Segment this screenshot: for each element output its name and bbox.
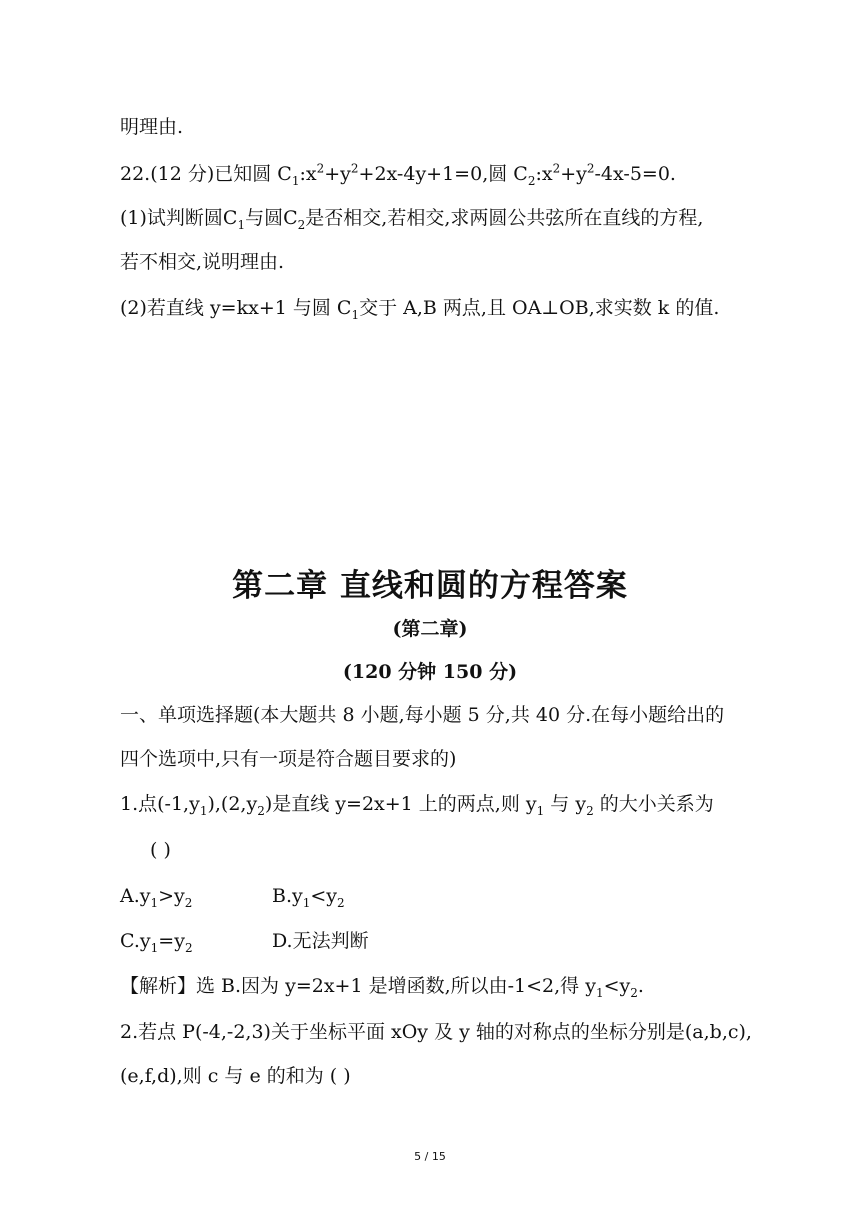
text: 一、单项选择题(本大题共 8 小题,每小题 5 分,共 40 分.在每小题给出的 [120,704,725,726]
chapter-subtitle: (第二章) [392,618,468,640]
option-D: D.无法判断 [272,930,369,952]
text: 明理由. [120,116,184,138]
subscript: 2 [337,895,345,910]
text: 2.若点 P(-4,-2,3)关于坐标平面 xOy 及 y 轴的对称点的坐标分别是(a,b,c), [120,1021,752,1043]
question-22-stem [120,162,676,186]
text: =y [158,930,185,952]
subscript: 2 [297,217,306,232]
text: :x [299,163,317,185]
subscript: 2 [527,173,536,188]
subscript: 1 [302,895,311,910]
section-heading [120,703,724,727]
text: )是直线 y=2x+1 上的两点,则 y [264,793,537,815]
text: 是否相交,若相交,求两圆公共弦所在直线的方程, [305,207,704,229]
section-heading-cont [120,747,456,771]
option-B [272,884,345,908]
subscript: 1 [237,217,246,232]
subscript: 2 [630,985,638,1000]
text: ),(2,y [207,793,258,815]
text: A.y [120,885,151,907]
time-score: (120 分钟 150 分) [342,661,518,683]
text-line [120,115,183,139]
subscript: 1 [351,307,360,322]
question-1-stem [120,792,714,816]
text: :x [535,163,553,185]
subscript: 1 [150,895,159,910]
text: 四个选项中,只有一项是符合题目要求的) [120,748,457,770]
text: 与圆C [245,207,298,229]
question-22-part-1-cont [120,250,284,274]
subscript: 1 [291,173,300,188]
text: +y [560,163,587,185]
superscript: 2 [350,161,359,176]
text: 的大小关系为 [593,793,714,815]
superscript: 2 [316,161,325,176]
text: 22.(12 分)已知圆 C [120,163,292,185]
text: >y [158,885,185,907]
question-2-stem [120,1020,752,1044]
text: . [637,975,644,997]
text: 若不相交,说明理由. [120,251,285,273]
text: 与 y [544,793,587,815]
text: C.y [120,930,151,952]
page-number: 5 / 15 [414,1150,446,1163]
question-22-part-2 [120,296,719,320]
question-2-stem-cont [120,1064,351,1088]
text: (2)若直线 y=kx+1 与圆 C [120,297,352,319]
subscript: 1 [595,985,604,1000]
text: B.y [272,885,303,907]
question-22-part-1 [120,206,703,230]
text: +2x-4y+1=0,圆 C [358,163,528,185]
text: 交于 A,B 两点,且 OA⊥OB,求实数 k 的值. [359,297,720,319]
option-C [120,929,193,953]
subscript: 1 [199,803,208,818]
text: (e,f,d),则 c 与 e 的和为 ( ) [120,1065,351,1087]
text: 【解析】选 B.因为 y=2x+1 是增函数,所以由-1<2,得 y [120,975,596,997]
superscript: 2 [586,161,595,176]
subscript: 2 [184,895,193,910]
subscript: 2 [257,803,265,818]
answer-blank: ( ) [150,839,171,861]
subscript: 1 [536,803,545,818]
text: <y [603,975,631,997]
text: (1)试判断圆C [120,207,238,229]
superscript: 2 [552,161,561,176]
subscript: 2 [184,940,193,955]
question-1-solution [120,974,644,998]
text: <y [310,885,338,907]
option-A [120,884,192,908]
text: +y [324,163,351,185]
subscript: 1 [150,940,159,955]
text: 1.点(-1,y [120,793,200,815]
subscript: 2 [586,803,594,818]
text: -4x-5=0. [594,163,676,185]
chapter-title: 第二章 直线和圆的方程答案 [232,568,628,604]
